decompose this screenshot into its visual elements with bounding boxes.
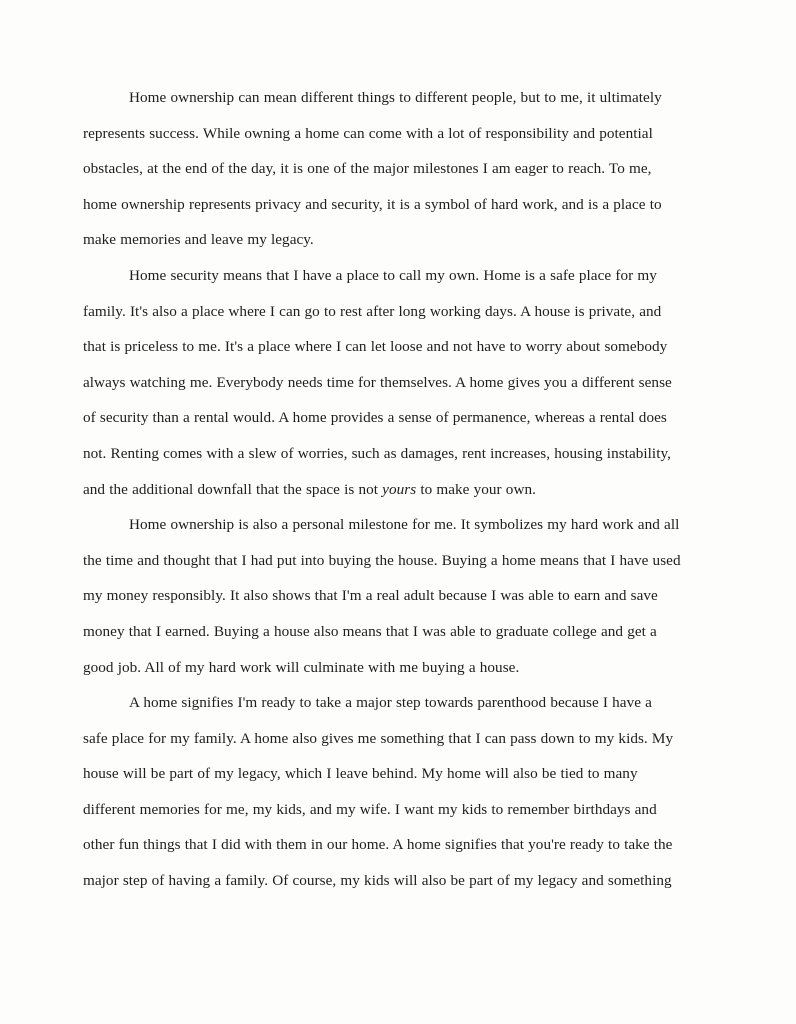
text-line: other fun things that I did with them in our home. A home signifies that you're ready to take the bbox=[83, 836, 673, 854]
text-line: obstacles, at the end of the day, it is one of the major milestones I am eager to reach. To me, bbox=[83, 160, 652, 178]
text-line: safe place for my family. A home also gives me something that I can pass down to my kids. My bbox=[83, 729, 674, 747]
paragraph-personal-milestone bbox=[83, 507, 703, 685]
text-line: family. It's also a place where I can go to rest after long working days. A house is private, and bbox=[83, 302, 662, 320]
emphasized-word: yours bbox=[382, 480, 417, 498]
text-line: different memories for me, my kids, and my wife. I want my kids to remember birthdays and bbox=[83, 800, 657, 818]
text-fragment: to make your own. bbox=[416, 480, 536, 498]
text-line: major step of having a family. Of course, my kids will also be part of my legacy and something bbox=[83, 872, 672, 890]
text-fragment: and the additional downfall that the space is not bbox=[83, 480, 383, 498]
text-line: Home security means that I have a place to call my own. Home is a safe place for my bbox=[129, 266, 657, 284]
text-line: A home signifies I'm ready to take a major step towards parenthood because I have a bbox=[129, 694, 652, 712]
text-line: not. Renting comes with a slew of worries, such as damages, rent increases, housing instability, bbox=[83, 444, 671, 462]
text-line: good job. All of my hard work will culminate with me buying a house. bbox=[83, 658, 520, 676]
essay-body bbox=[83, 80, 703, 899]
paragraph-home-security bbox=[83, 258, 703, 507]
paragraph-home-ownership-success bbox=[83, 80, 703, 258]
text-line: make memories and leave my legacy. bbox=[83, 231, 314, 249]
text-line: home ownership represents privacy and security, it is a symbol of hard work, and is a place to bbox=[83, 195, 662, 213]
text-line: always watching me. Everybody needs time for themselves. A home gives you a different sense bbox=[83, 373, 672, 391]
text-line: money that I earned. Buying a house also means that I was able to graduate college and get a bbox=[83, 622, 657, 640]
text-line: the time and thought that I had put into buying the house. Buying a home means that I have used bbox=[83, 551, 681, 569]
text-line bbox=[83, 472, 703, 508]
paragraph-parenthood bbox=[83, 685, 703, 899]
text-line: of security than a rental would. A home provides a sense of permanence, whereas a rental does bbox=[83, 409, 667, 427]
text-line: my money responsibly. It also shows that I'm a real adult because I was able to earn and save bbox=[83, 587, 658, 605]
text-line: represents success. While owning a home can come with a lot of responsibility and potential bbox=[83, 124, 653, 142]
text-line: that is priceless to me. It's a place where I can let loose and not have to worry about somebody bbox=[83, 338, 668, 356]
text-line: Home ownership is also a personal milestone for me. It symbolizes my hard work and all bbox=[129, 516, 680, 534]
text-line: house will be part of my legacy, which I leave behind. My home will also be tied to many bbox=[83, 765, 638, 783]
text-line: Home ownership can mean different things to different people, but to me, it ultimately bbox=[129, 89, 662, 106]
